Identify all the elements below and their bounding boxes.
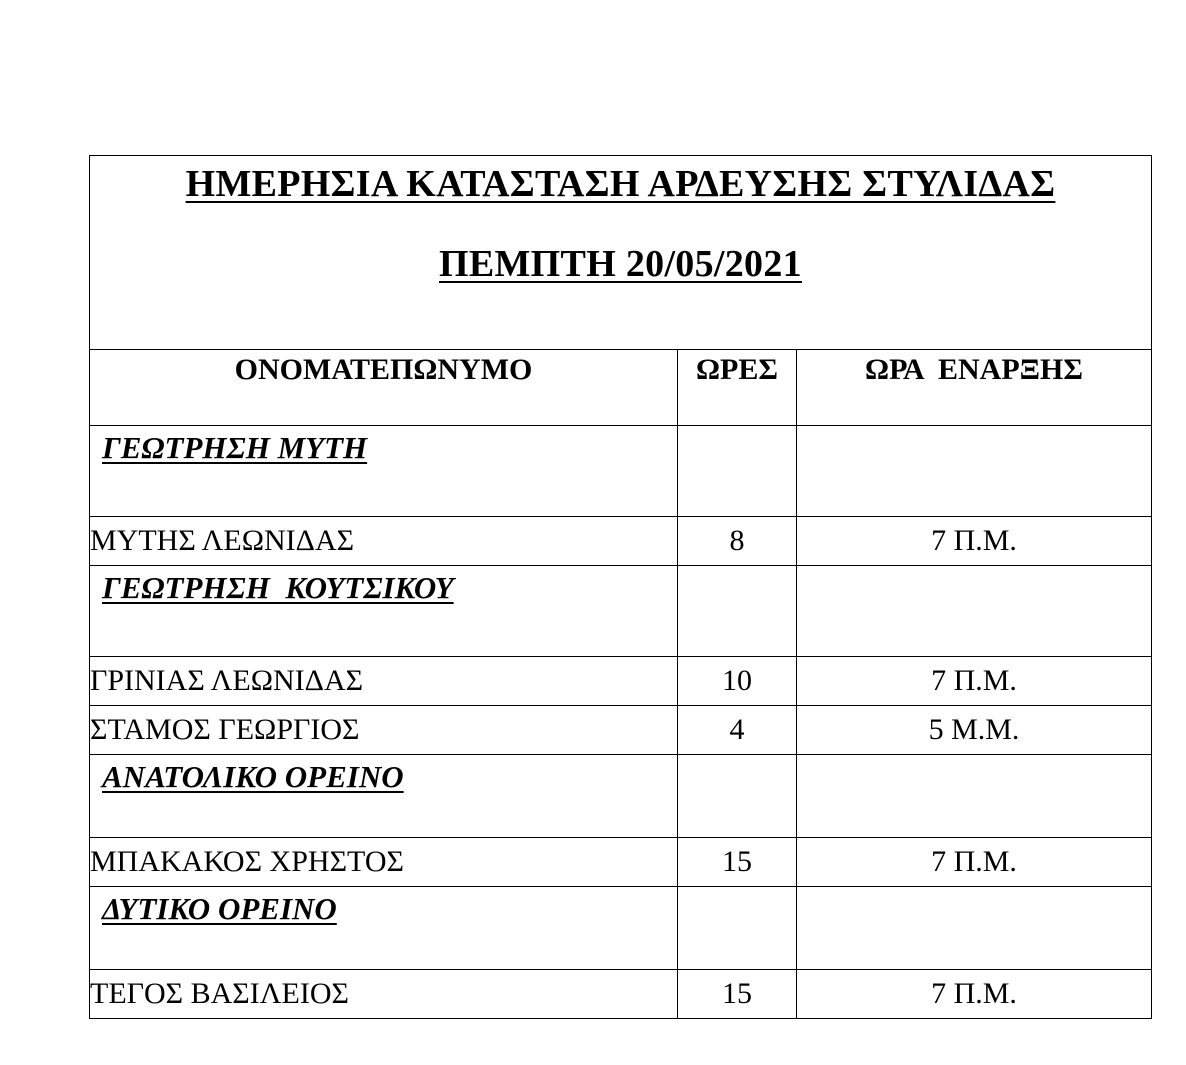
table-row: [90, 517, 1152, 566]
start-time-value: 7 Π.Μ.: [797, 517, 1152, 566]
hours-value: 15: [678, 838, 797, 887]
person-name: ΓΡΙΝΙΑΣ ΛΕΩΝΙΔΑΣ: [90, 657, 678, 706]
empty-cell: [678, 887, 797, 970]
empty-cell: [678, 566, 797, 657]
hours-value: 10: [678, 657, 797, 706]
empty-cell: [797, 887, 1152, 970]
section-name: ΓΕΩΤΡΗΣΗ ΜΥΤΗ: [90, 426, 678, 517]
start-time-value: 7 Π.Μ.: [797, 838, 1152, 887]
person-name: ΤΕΓΟΣ ΒΑΣΙΛΕΙΟΣ: [90, 970, 678, 1019]
section-name: ΔΥΤΙΚΟ ΟΡΕΙΝΟ: [90, 887, 678, 970]
table-row: [90, 657, 1152, 706]
empty-cell: [678, 426, 797, 517]
start-time-value: 7 Π.Μ.: [797, 970, 1152, 1019]
person-name: ΜΥΤΗΣ ΛΕΩΝΙΔΑΣ: [90, 517, 678, 566]
table-row: [90, 838, 1152, 887]
empty-cell: [797, 755, 1152, 838]
table-row: [90, 970, 1152, 1019]
empty-cell: [797, 566, 1152, 657]
column-header-start-time: ΩΡΑ ΕΝΑΡΞΗΣ: [797, 350, 1152, 426]
section-name: ΑΝΑΤΟΛΙΚΟ ΟΡΕΙΝΟ: [90, 755, 678, 838]
table-row: [90, 706, 1152, 755]
column-header-name: ΟΝΟΜΑΤΕΠΩΝΥΜΟ: [90, 350, 678, 426]
start-time-value: 5 Μ.Μ.: [797, 706, 1152, 755]
hours-value: 8: [678, 517, 797, 566]
title-row: [90, 156, 1152, 350]
header-row: [90, 350, 1152, 426]
empty-cell: [678, 755, 797, 838]
title-cell: [90, 156, 1152, 350]
irrigation-schedule-table: [89, 155, 1152, 1019]
person-name: ΜΠΑΚΑΚΟΣ ΧΡΗΣΤΟΣ: [90, 838, 678, 887]
start-time-value: 7 Π.Μ.: [797, 657, 1152, 706]
column-header-hours: ΩΡΕΣ: [678, 350, 797, 426]
section-row: [90, 566, 1152, 657]
hours-value: 15: [678, 970, 797, 1019]
date-line: ΠΕΜΠΤΗ 20/05/2021: [439, 243, 802, 285]
section-row: [90, 426, 1152, 517]
empty-cell: [797, 426, 1152, 517]
hours-value: 4: [678, 706, 797, 755]
section-name: ΓΕΩΤΡΗΣΗ ΚΟΥΤΣΙΚΟΥ: [90, 566, 678, 657]
section-row: [90, 887, 1152, 970]
person-name: ΣΤΑΜΟΣ ΓΕΩΡΓΙΟΣ: [90, 706, 678, 755]
section-row: [90, 755, 1152, 838]
page-title: ΗΜΕΡΗΣΙΑ ΚΑΤΑΣΤΑΣΗ ΑΡΔΕΥΣΗΣ ΣΤΥΛΙΔΑΣ: [185, 163, 1056, 205]
